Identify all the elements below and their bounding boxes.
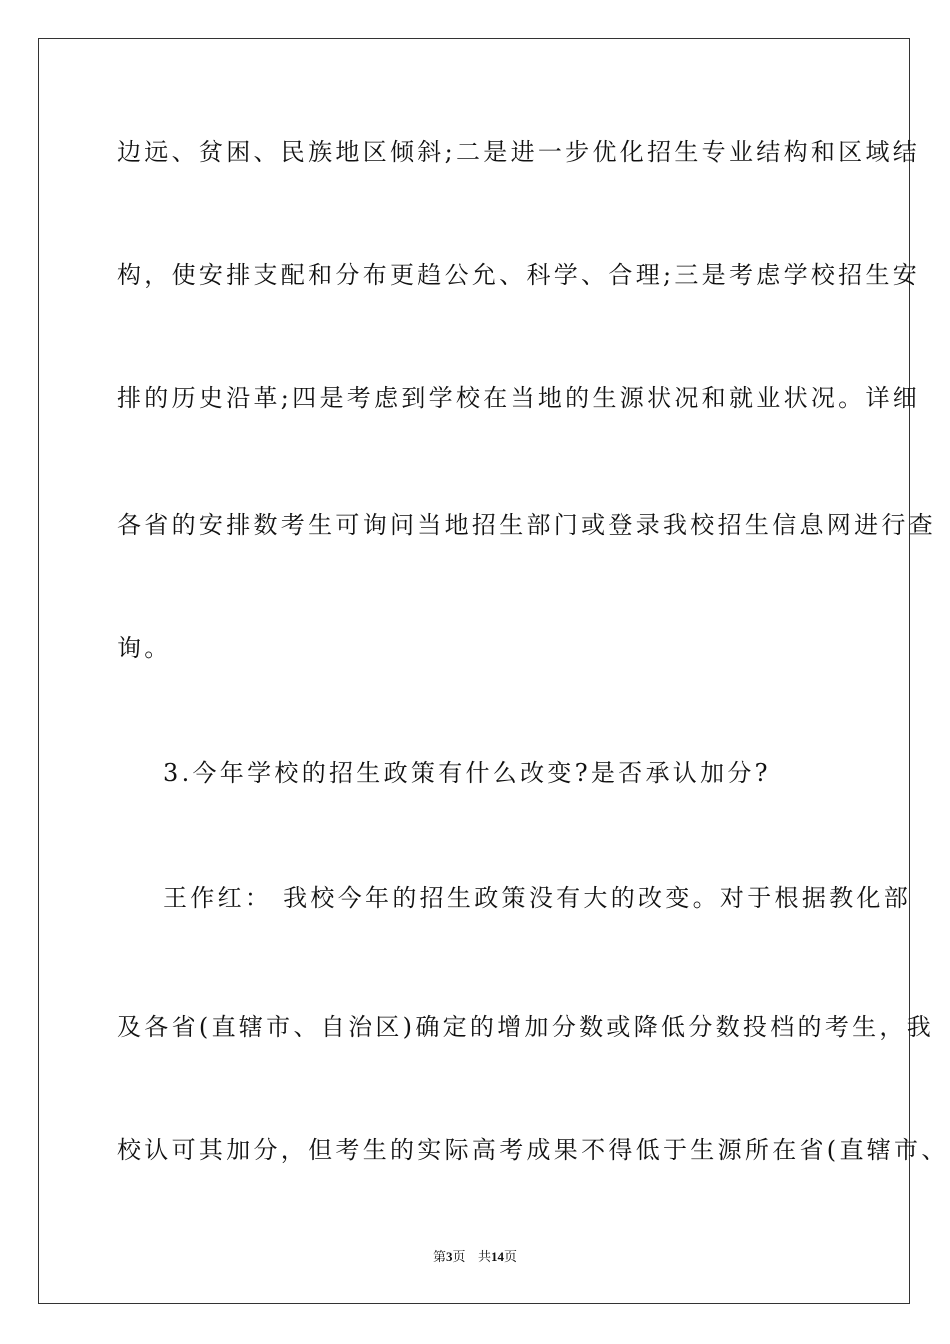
body-line-5: 询。 [117, 634, 172, 662]
footer-total-pages: 14 [490, 1249, 504, 1264]
footer-page-number: 3 [446, 1249, 453, 1264]
body-line-3: 排的历史沿革;四是考虑到学校在当地的生源状况和就业状况。详细 [117, 384, 921, 412]
footer-page-suffix: 页 [452, 1249, 466, 1264]
page-border [38, 38, 949, 1304]
footer-page-prefix: 第 [433, 1249, 447, 1264]
answer-line-2: 及各省(直辖市、自治区)确定的增加分数或降低分数投档的考生，我 [117, 1013, 935, 1041]
body-line-4: 各省的安排数考生可询问当地招生部门或登录我校招生信息网进行查 [117, 511, 936, 539]
answer-line-3: 校认可其加分，但考生的实际高考成果不得低于生源所在省(直辖市、 [117, 1136, 949, 1164]
question-line: 3.今年学校的招生政策有什么改变?是否承认加分? [163, 759, 771, 787]
page-footer [0, 1248, 950, 1267]
body-line-2: 构，使安排支配和分布更趋公允、科学、合理;三是考虑学校招生安 [117, 261, 921, 289]
footer-total-prefix: 共 [477, 1249, 491, 1264]
answer-line-1: 王作红： 我校今年的招生政策没有大的改变。对于根据教化部 [163, 884, 912, 912]
body-line-1: 边远、贫困、民族地区倾斜;二是进一步优化招生专业结构和区域结 [117, 138, 921, 166]
footer-total-suffix: 页 [503, 1249, 517, 1264]
